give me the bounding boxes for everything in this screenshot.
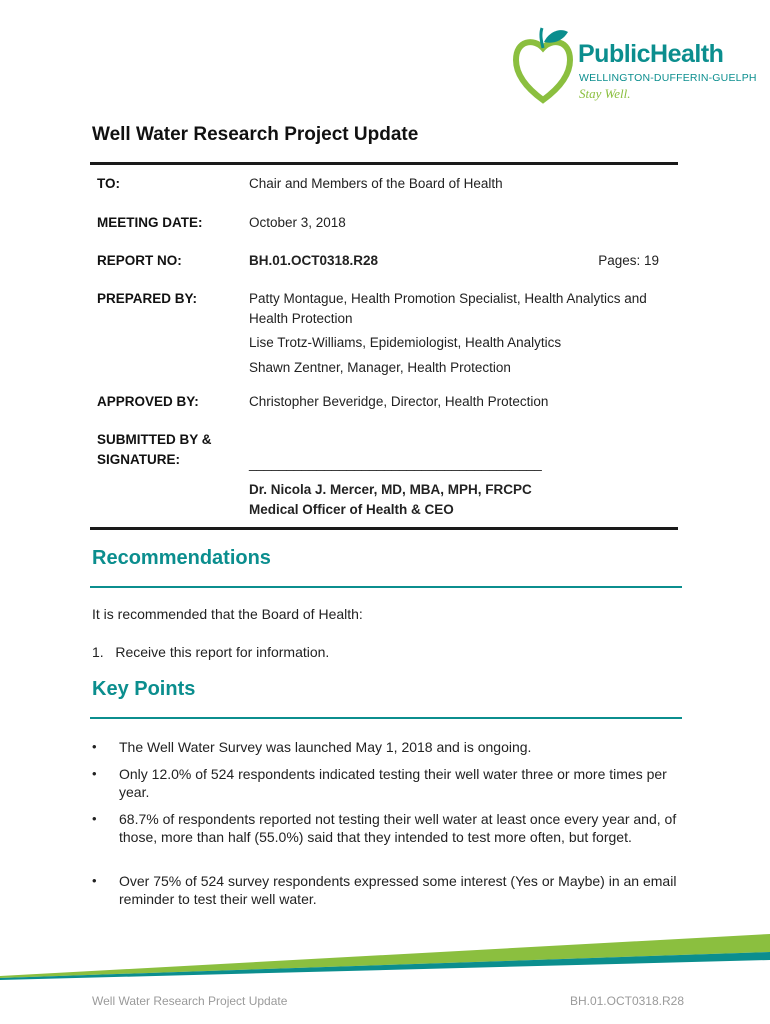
footer-swoosh (0, 930, 770, 980)
apple-heart-icon (512, 26, 574, 104)
meeting-date-value: October 3, 2018 (249, 215, 346, 230)
header-bottom-rule (90, 527, 678, 530)
header-top-rule (90, 162, 678, 165)
prepared-by-label: PREPARED BY: (97, 291, 198, 306)
submitted-by-label: SUBMITTED BY & SIGNATURE: (97, 432, 212, 467)
approved-by-label: APPROVED BY: (97, 394, 199, 409)
logo-tagline: Stay Well. (579, 86, 631, 101)
logo-wordmark: PublicHealth (578, 40, 724, 68)
public-health-logo (512, 26, 757, 106)
report-no-label: REPORT NO: (97, 253, 182, 268)
recommendations-heading: Recommendations (92, 547, 271, 569)
key-points-heading: Key Points (92, 678, 196, 700)
meeting-date-label: MEETING DATE: (97, 215, 203, 230)
preparer: Lise Trotz-Williams, Epidemiologist, Health Analytics (249, 335, 562, 350)
logo-region: WELLINGTON-DUFFERIN-GUELPH (579, 72, 757, 84)
prepared-by-list (249, 289, 663, 378)
key-points-rule (90, 717, 682, 719)
footer-report-no: BH.01.OCT0318.R28 (569, 994, 684, 1008)
document-title: Well Water Research Project Update (92, 124, 419, 145)
preparer: Shawn Zentner, Manager, Health Protection (249, 360, 511, 375)
recommendations-intro: It is recommended that the Board of Health: (92, 606, 363, 622)
bullet-icon: • (92, 811, 97, 826)
signer-title: Medical Officer of Health & CEO (249, 502, 454, 517)
preparer: Patty Montague, Health Promotion Specialist, Health Analytics and Health Protection (249, 291, 647, 326)
to-label: TO: (97, 176, 120, 191)
bullet-icon: • (92, 766, 97, 781)
recommendations-rule (90, 586, 682, 588)
to-value: Chair and Members of the Board of Health (249, 176, 503, 191)
bullet-icon: • (92, 739, 97, 754)
signer-name: Dr. Nicola J. Mercer, MD, MBA, MPH, FRCPC (249, 482, 532, 497)
bullet-icon: • (92, 873, 97, 888)
footer-title: Well Water Research Project Update (92, 994, 288, 1008)
report-no-value: BH.01.OCT0318.R28 (249, 253, 379, 268)
recommendation-item: 1. Receive this report for information. (92, 644, 330, 660)
pages-count: Pages: 19 (598, 253, 659, 268)
approved-by-value: Christopher Beveridge, Director, Health Protection (249, 394, 549, 409)
signature-line: _______________________________________ (249, 456, 542, 471)
